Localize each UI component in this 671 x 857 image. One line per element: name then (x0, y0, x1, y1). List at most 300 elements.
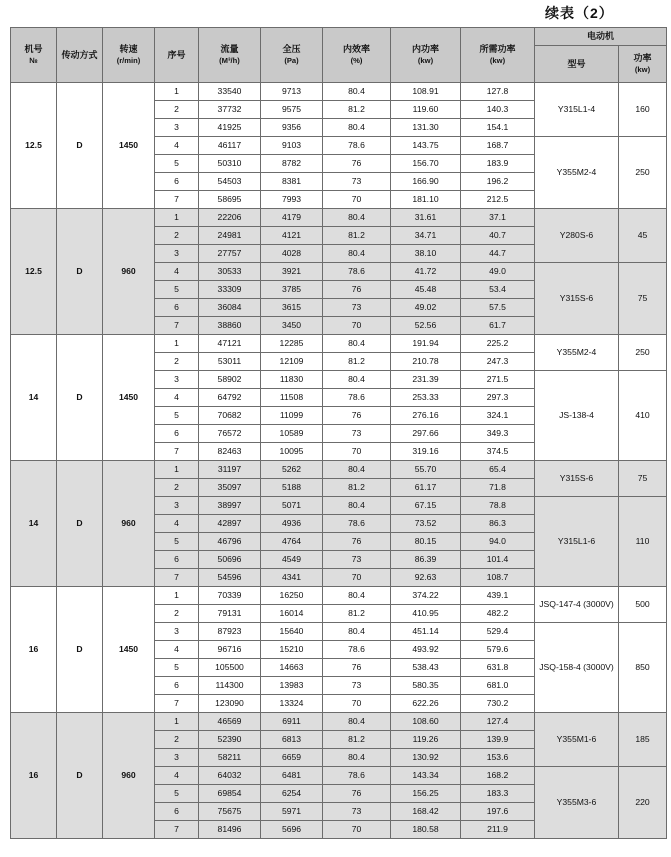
cell-speed: 1450 (103, 83, 155, 209)
cell-speed: 1450 (103, 335, 155, 461)
cell-required-power: 53.4 (461, 281, 535, 299)
cell-inner-power: 108.91 (391, 83, 461, 101)
cell-required-power: 349.3 (461, 425, 535, 443)
cell-required-power: 225.2 (461, 335, 535, 353)
cell-inner-power: 319.16 (391, 443, 461, 461)
cell-pressure: 13324 (261, 695, 323, 713)
cell-efficiency: 81.2 (323, 731, 391, 749)
cell-required-power: 140.3 (461, 101, 535, 119)
cell-inner-power: 156.70 (391, 155, 461, 173)
cell-motor-power: 75 (619, 263, 667, 335)
cell-required-power: 44.7 (461, 245, 535, 263)
cell-seq: 5 (155, 155, 199, 173)
cell-seq: 1 (155, 461, 199, 479)
cell-flow: 41925 (199, 119, 261, 137)
cell-pressure: 4121 (261, 227, 323, 245)
cell-seq: 6 (155, 425, 199, 443)
cell-flow: 54503 (199, 173, 261, 191)
cell-required-power: 211.9 (461, 821, 535, 839)
cell-pressure: 6659 (261, 749, 323, 767)
cell-speed: 960 (103, 713, 155, 839)
cell-pressure: 4179 (261, 209, 323, 227)
cell-inner-power: 210.78 (391, 353, 461, 371)
cell-pressure: 10589 (261, 425, 323, 443)
cell-inner-power: 143.75 (391, 137, 461, 155)
cell-efficiency: 73 (323, 803, 391, 821)
cell-efficiency: 80.4 (323, 83, 391, 101)
cell-flow: 35097 (199, 479, 261, 497)
cell-flow: 64032 (199, 767, 261, 785)
cell-efficiency: 70 (323, 821, 391, 839)
cell-flow: 70682 (199, 407, 261, 425)
cell-flow: 31197 (199, 461, 261, 479)
cell-seq: 2 (155, 479, 199, 497)
cell-pressure: 13983 (261, 677, 323, 695)
cell-pressure: 3785 (261, 281, 323, 299)
cell-speed: 960 (103, 461, 155, 587)
cell-flow: 42897 (199, 515, 261, 533)
cell-machine-no: 16 (11, 713, 57, 839)
cell-efficiency: 73 (323, 299, 391, 317)
cell-motor-model: Y315L1-4 (535, 83, 619, 137)
cell-inner-power: 166.90 (391, 173, 461, 191)
cell-efficiency: 70 (323, 317, 391, 335)
cell-efficiency: 73 (323, 677, 391, 695)
cell-required-power: 247.3 (461, 353, 535, 371)
cell-inner-power: 55.70 (391, 461, 461, 479)
cell-seq: 3 (155, 749, 199, 767)
cell-inner-power: 80.15 (391, 533, 461, 551)
cell-flow: 50696 (199, 551, 261, 569)
cell-flow: 52390 (199, 731, 261, 749)
cell-seq: 2 (155, 605, 199, 623)
cell-required-power: 108.7 (461, 569, 535, 587)
cell-pressure: 5188 (261, 479, 323, 497)
cell-required-power: 40.7 (461, 227, 535, 245)
cell-seq: 5 (155, 785, 199, 803)
cell-motor-power: 160 (619, 83, 667, 137)
header-inner-power: 内功率 (kw) (391, 28, 461, 83)
cell-inner-power: 130.92 (391, 749, 461, 767)
cell-seq: 5 (155, 407, 199, 425)
cell-seq: 7 (155, 569, 199, 587)
cell-inner-power: 67.15 (391, 497, 461, 515)
cell-seq: 5 (155, 281, 199, 299)
cell-seq: 6 (155, 803, 199, 821)
cell-efficiency: 76 (323, 785, 391, 803)
cell-flow: 38997 (199, 497, 261, 515)
cell-seq: 7 (155, 317, 199, 335)
cell-pressure: 14663 (261, 659, 323, 677)
cell-pressure: 10095 (261, 443, 323, 461)
cell-seq: 6 (155, 551, 199, 569)
cell-motor-model: JSQ-158-4 (3000V) (535, 623, 619, 713)
cell-efficiency: 76 (323, 155, 391, 173)
cell-required-power: 49.0 (461, 263, 535, 281)
cell-motor-model: Y315S-6 (535, 263, 619, 335)
cell-seq: 3 (155, 371, 199, 389)
cell-seq: 3 (155, 623, 199, 641)
cell-inner-power: 191.94 (391, 335, 461, 353)
cell-efficiency: 70 (323, 569, 391, 587)
cell-flow: 54596 (199, 569, 261, 587)
group-4 (11, 461, 667, 587)
cell-flow: 79131 (199, 605, 261, 623)
cell-flow: 38860 (199, 317, 261, 335)
cell-inner-power: 143.34 (391, 767, 461, 785)
cell-required-power: 139.9 (461, 731, 535, 749)
cell-pressure: 15210 (261, 641, 323, 659)
cell-required-power: 297.3 (461, 389, 535, 407)
cell-required-power: 730.2 (461, 695, 535, 713)
cell-pressure: 12109 (261, 353, 323, 371)
table-row (11, 713, 667, 731)
cell-flow: 64792 (199, 389, 261, 407)
cell-inner-power: 493.92 (391, 641, 461, 659)
cell-efficiency: 80.4 (323, 119, 391, 137)
cell-flow: 46569 (199, 713, 261, 731)
cell-seq: 7 (155, 695, 199, 713)
cell-drive: D (57, 461, 103, 587)
cell-pressure: 16014 (261, 605, 323, 623)
cell-seq: 4 (155, 515, 199, 533)
cell-inner-power: 119.26 (391, 731, 461, 749)
cell-inner-power: 374.22 (391, 587, 461, 605)
cell-motor-power: 500 (619, 587, 667, 623)
group-6 (11, 713, 667, 839)
cell-seq: 7 (155, 821, 199, 839)
header-efficiency: 内效率 (%) (323, 28, 391, 83)
cell-motor-power: 250 (619, 137, 667, 209)
cell-pressure: 4549 (261, 551, 323, 569)
cell-machine-no: 14 (11, 335, 57, 461)
cell-seq: 3 (155, 119, 199, 137)
cell-motor-model: JSQ-147-4 (3000V) (535, 587, 619, 623)
cell-inner-power: 168.42 (391, 803, 461, 821)
header-pressure: 全压 (Pa) (261, 28, 323, 83)
cell-seq: 2 (155, 227, 199, 245)
cell-pressure: 4936 (261, 515, 323, 533)
table-row (11, 461, 667, 479)
cell-pressure: 9356 (261, 119, 323, 137)
cell-required-power: 153.6 (461, 749, 535, 767)
cell-inner-power: 156.25 (391, 785, 461, 803)
header-seq: 序号 (155, 28, 199, 83)
cell-motor-model: Y315L1-6 (535, 497, 619, 587)
cell-flow: 70339 (199, 587, 261, 605)
cell-required-power: 61.7 (461, 317, 535, 335)
cell-seq: 6 (155, 677, 199, 695)
cell-flow: 75675 (199, 803, 261, 821)
cell-motor-power: 850 (619, 623, 667, 713)
cell-seq: 4 (155, 137, 199, 155)
cell-machine-no: 12.5 (11, 83, 57, 209)
cell-flow: 82463 (199, 443, 261, 461)
cell-seq: 2 (155, 353, 199, 371)
cell-seq: 3 (155, 245, 199, 263)
cell-motor-power: 410 (619, 371, 667, 461)
cell-flow: 123090 (199, 695, 261, 713)
cell-efficiency: 70 (323, 443, 391, 461)
header-required-power: 所需功率 (kw) (461, 28, 535, 83)
group-3 (11, 335, 667, 461)
header-machine-no: 机号 № (11, 28, 57, 83)
cell-inner-power: 580.35 (391, 677, 461, 695)
cell-inner-power: 297.66 (391, 425, 461, 443)
cell-flow: 37732 (199, 101, 261, 119)
cell-inner-power: 61.17 (391, 479, 461, 497)
cell-pressure: 11830 (261, 371, 323, 389)
cell-required-power: 127.8 (461, 83, 535, 101)
cell-pressure: 15640 (261, 623, 323, 641)
cell-required-power: 101.4 (461, 551, 535, 569)
cell-seq: 7 (155, 191, 199, 209)
cell-seq: 4 (155, 641, 199, 659)
cell-drive: D (57, 587, 103, 713)
cell-seq: 5 (155, 659, 199, 677)
cell-inner-power: 622.26 (391, 695, 461, 713)
cell-efficiency: 81.2 (323, 101, 391, 119)
cell-pressure: 3450 (261, 317, 323, 335)
cell-required-power: 168.2 (461, 767, 535, 785)
cell-inner-power: 73.52 (391, 515, 461, 533)
cell-flow: 22206 (199, 209, 261, 227)
cell-efficiency: 80.4 (323, 497, 391, 515)
cell-machine-no: 16 (11, 587, 57, 713)
cell-efficiency: 81.2 (323, 479, 391, 497)
table-row (11, 83, 667, 101)
cell-required-power: 324.1 (461, 407, 535, 425)
cell-motor-power: 250 (619, 335, 667, 371)
cell-efficiency: 73 (323, 173, 391, 191)
cell-required-power: 579.6 (461, 641, 535, 659)
cell-inner-power: 181.10 (391, 191, 461, 209)
cell-inner-power: 276.16 (391, 407, 461, 425)
cell-required-power: 529.4 (461, 623, 535, 641)
cell-speed: 1450 (103, 587, 155, 713)
cell-flow: 96716 (199, 641, 261, 659)
cell-motor-model: Y355M2-4 (535, 137, 619, 209)
cell-required-power: 681.0 (461, 677, 535, 695)
cell-flow: 114300 (199, 677, 261, 695)
cell-inner-power: 538.43 (391, 659, 461, 677)
cell-inner-power: 52.56 (391, 317, 461, 335)
header-drive: 传动方式 (57, 28, 103, 83)
cell-pressure: 5262 (261, 461, 323, 479)
cell-flow: 87923 (199, 623, 261, 641)
cell-seq: 7 (155, 443, 199, 461)
cell-seq: 1 (155, 713, 199, 731)
cell-required-power: 65.4 (461, 461, 535, 479)
cell-pressure: 3921 (261, 263, 323, 281)
cell-required-power: 154.1 (461, 119, 535, 137)
cell-required-power: 94.0 (461, 533, 535, 551)
cell-seq: 1 (155, 335, 199, 353)
cell-seq: 4 (155, 389, 199, 407)
cell-inner-power: 49.02 (391, 299, 461, 317)
cell-flow: 50310 (199, 155, 261, 173)
cell-required-power: 439.1 (461, 587, 535, 605)
cell-flow: 33540 (199, 83, 261, 101)
cell-motor-model: Y315S-6 (535, 461, 619, 497)
cell-seq: 6 (155, 299, 199, 317)
cell-seq: 1 (155, 209, 199, 227)
cell-seq: 4 (155, 263, 199, 281)
cell-required-power: 127.4 (461, 713, 535, 731)
cell-efficiency: 78.6 (323, 137, 391, 155)
cell-efficiency: 78.6 (323, 389, 391, 407)
cell-efficiency: 80.4 (323, 209, 391, 227)
cell-flow: 30533 (199, 263, 261, 281)
cell-pressure: 5971 (261, 803, 323, 821)
cell-pressure: 12285 (261, 335, 323, 353)
cell-efficiency: 78.6 (323, 263, 391, 281)
cell-required-power: 212.5 (461, 191, 535, 209)
cell-inner-power: 41.72 (391, 263, 461, 281)
cell-flow: 47121 (199, 335, 261, 353)
cell-flow: 36084 (199, 299, 261, 317)
cell-pressure: 5071 (261, 497, 323, 515)
cell-efficiency: 78.6 (323, 767, 391, 785)
cell-efficiency: 80.4 (323, 749, 391, 767)
cell-drive: D (57, 713, 103, 839)
cell-motor-model: Y280S-6 (535, 209, 619, 263)
cell-flow: 33309 (199, 281, 261, 299)
cell-machine-no: 14 (11, 461, 57, 587)
cell-efficiency: 80.4 (323, 371, 391, 389)
cell-pressure: 6481 (261, 767, 323, 785)
cell-efficiency: 76 (323, 659, 391, 677)
cell-motor-model: Y355M2-4 (535, 335, 619, 371)
cell-flow: 81496 (199, 821, 261, 839)
group-2 (11, 209, 667, 335)
cell-pressure: 9103 (261, 137, 323, 155)
cell-pressure: 7993 (261, 191, 323, 209)
cell-required-power: 183.9 (461, 155, 535, 173)
cell-required-power: 71.8 (461, 479, 535, 497)
fan-performance-table (10, 27, 667, 839)
cell-pressure: 6813 (261, 731, 323, 749)
cell-inner-power: 92.63 (391, 569, 461, 587)
cell-efficiency: 80.4 (323, 461, 391, 479)
cell-efficiency: 73 (323, 425, 391, 443)
cell-pressure: 4764 (261, 533, 323, 551)
cell-motor-model: Y355M1-6 (535, 713, 619, 767)
cell-motor-model: JS-138-4 (535, 371, 619, 461)
cell-required-power: 57.5 (461, 299, 535, 317)
cell-inner-power: 451.14 (391, 623, 461, 641)
cell-flow: 53011 (199, 353, 261, 371)
cell-pressure: 11099 (261, 407, 323, 425)
cell-efficiency: 80.4 (323, 713, 391, 731)
cell-drive: D (57, 83, 103, 209)
header-motor: 电动机 (535, 28, 667, 46)
cell-flow: 58902 (199, 371, 261, 389)
header-speed: 转速 (r/min) (103, 28, 155, 83)
cell-seq: 1 (155, 83, 199, 101)
cell-inner-power: 108.60 (391, 713, 461, 731)
cell-inner-power: 34.71 (391, 227, 461, 245)
cell-flow: 46117 (199, 137, 261, 155)
cell-pressure: 16250 (261, 587, 323, 605)
cell-motor-power: 185 (619, 713, 667, 767)
cell-inner-power: 253.33 (391, 389, 461, 407)
cell-motor-power: 110 (619, 497, 667, 587)
cell-required-power: 374.5 (461, 443, 535, 461)
cell-pressure: 8381 (261, 173, 323, 191)
cell-machine-no: 12.5 (11, 209, 57, 335)
cell-required-power: 37.1 (461, 209, 535, 227)
cell-efficiency: 78.6 (323, 515, 391, 533)
cell-pressure: 9713 (261, 83, 323, 101)
cell-required-power: 183.3 (461, 785, 535, 803)
cell-seq: 4 (155, 767, 199, 785)
cell-flow: 76572 (199, 425, 261, 443)
cell-inner-power: 45.48 (391, 281, 461, 299)
group-1 (11, 83, 667, 209)
cell-pressure: 4341 (261, 569, 323, 587)
cell-drive: D (57, 209, 103, 335)
cell-inner-power: 119.60 (391, 101, 461, 119)
cell-flow: 58211 (199, 749, 261, 767)
cell-inner-power: 38.10 (391, 245, 461, 263)
cell-pressure: 9575 (261, 101, 323, 119)
cell-efficiency: 81.2 (323, 353, 391, 371)
cell-seq: 5 (155, 533, 199, 551)
cell-pressure: 11508 (261, 389, 323, 407)
cell-pressure: 3615 (261, 299, 323, 317)
cell-efficiency: 81.2 (323, 605, 391, 623)
cell-inner-power: 86.39 (391, 551, 461, 569)
cell-speed: 960 (103, 209, 155, 335)
cell-drive: D (57, 335, 103, 461)
cell-motor-model: Y355M3-6 (535, 767, 619, 839)
cell-motor-power: 75 (619, 461, 667, 497)
cell-flow: 58695 (199, 191, 261, 209)
cell-efficiency: 70 (323, 695, 391, 713)
cell-efficiency: 80.4 (323, 245, 391, 263)
cell-seq: 3 (155, 497, 199, 515)
cell-required-power: 78.8 (461, 497, 535, 515)
cell-required-power: 86.3 (461, 515, 535, 533)
cell-required-power: 631.8 (461, 659, 535, 677)
table-row (11, 209, 667, 227)
cell-efficiency: 76 (323, 281, 391, 299)
header-motor-model: 型号 (535, 46, 619, 83)
cell-efficiency: 81.2 (323, 227, 391, 245)
cell-required-power: 168.7 (461, 137, 535, 155)
cell-motor-power: 45 (619, 209, 667, 263)
cell-required-power: 196.2 (461, 173, 535, 191)
cell-flow: 69854 (199, 785, 261, 803)
cell-inner-power: 180.58 (391, 821, 461, 839)
cell-seq: 6 (155, 173, 199, 191)
table-header (11, 28, 667, 83)
cell-pressure: 6254 (261, 785, 323, 803)
cell-seq: 1 (155, 587, 199, 605)
cell-inner-power: 231.39 (391, 371, 461, 389)
cell-pressure: 4028 (261, 245, 323, 263)
cell-inner-power: 131.30 (391, 119, 461, 137)
cell-flow: 46796 (199, 533, 261, 551)
cell-efficiency: 80.4 (323, 335, 391, 353)
cell-pressure: 6911 (261, 713, 323, 731)
cell-motor-power: 220 (619, 767, 667, 839)
table-row (11, 587, 667, 605)
cell-required-power: 482.2 (461, 605, 535, 623)
header-flow: 流量 (M³/h) (199, 28, 261, 83)
table-row (11, 335, 667, 353)
